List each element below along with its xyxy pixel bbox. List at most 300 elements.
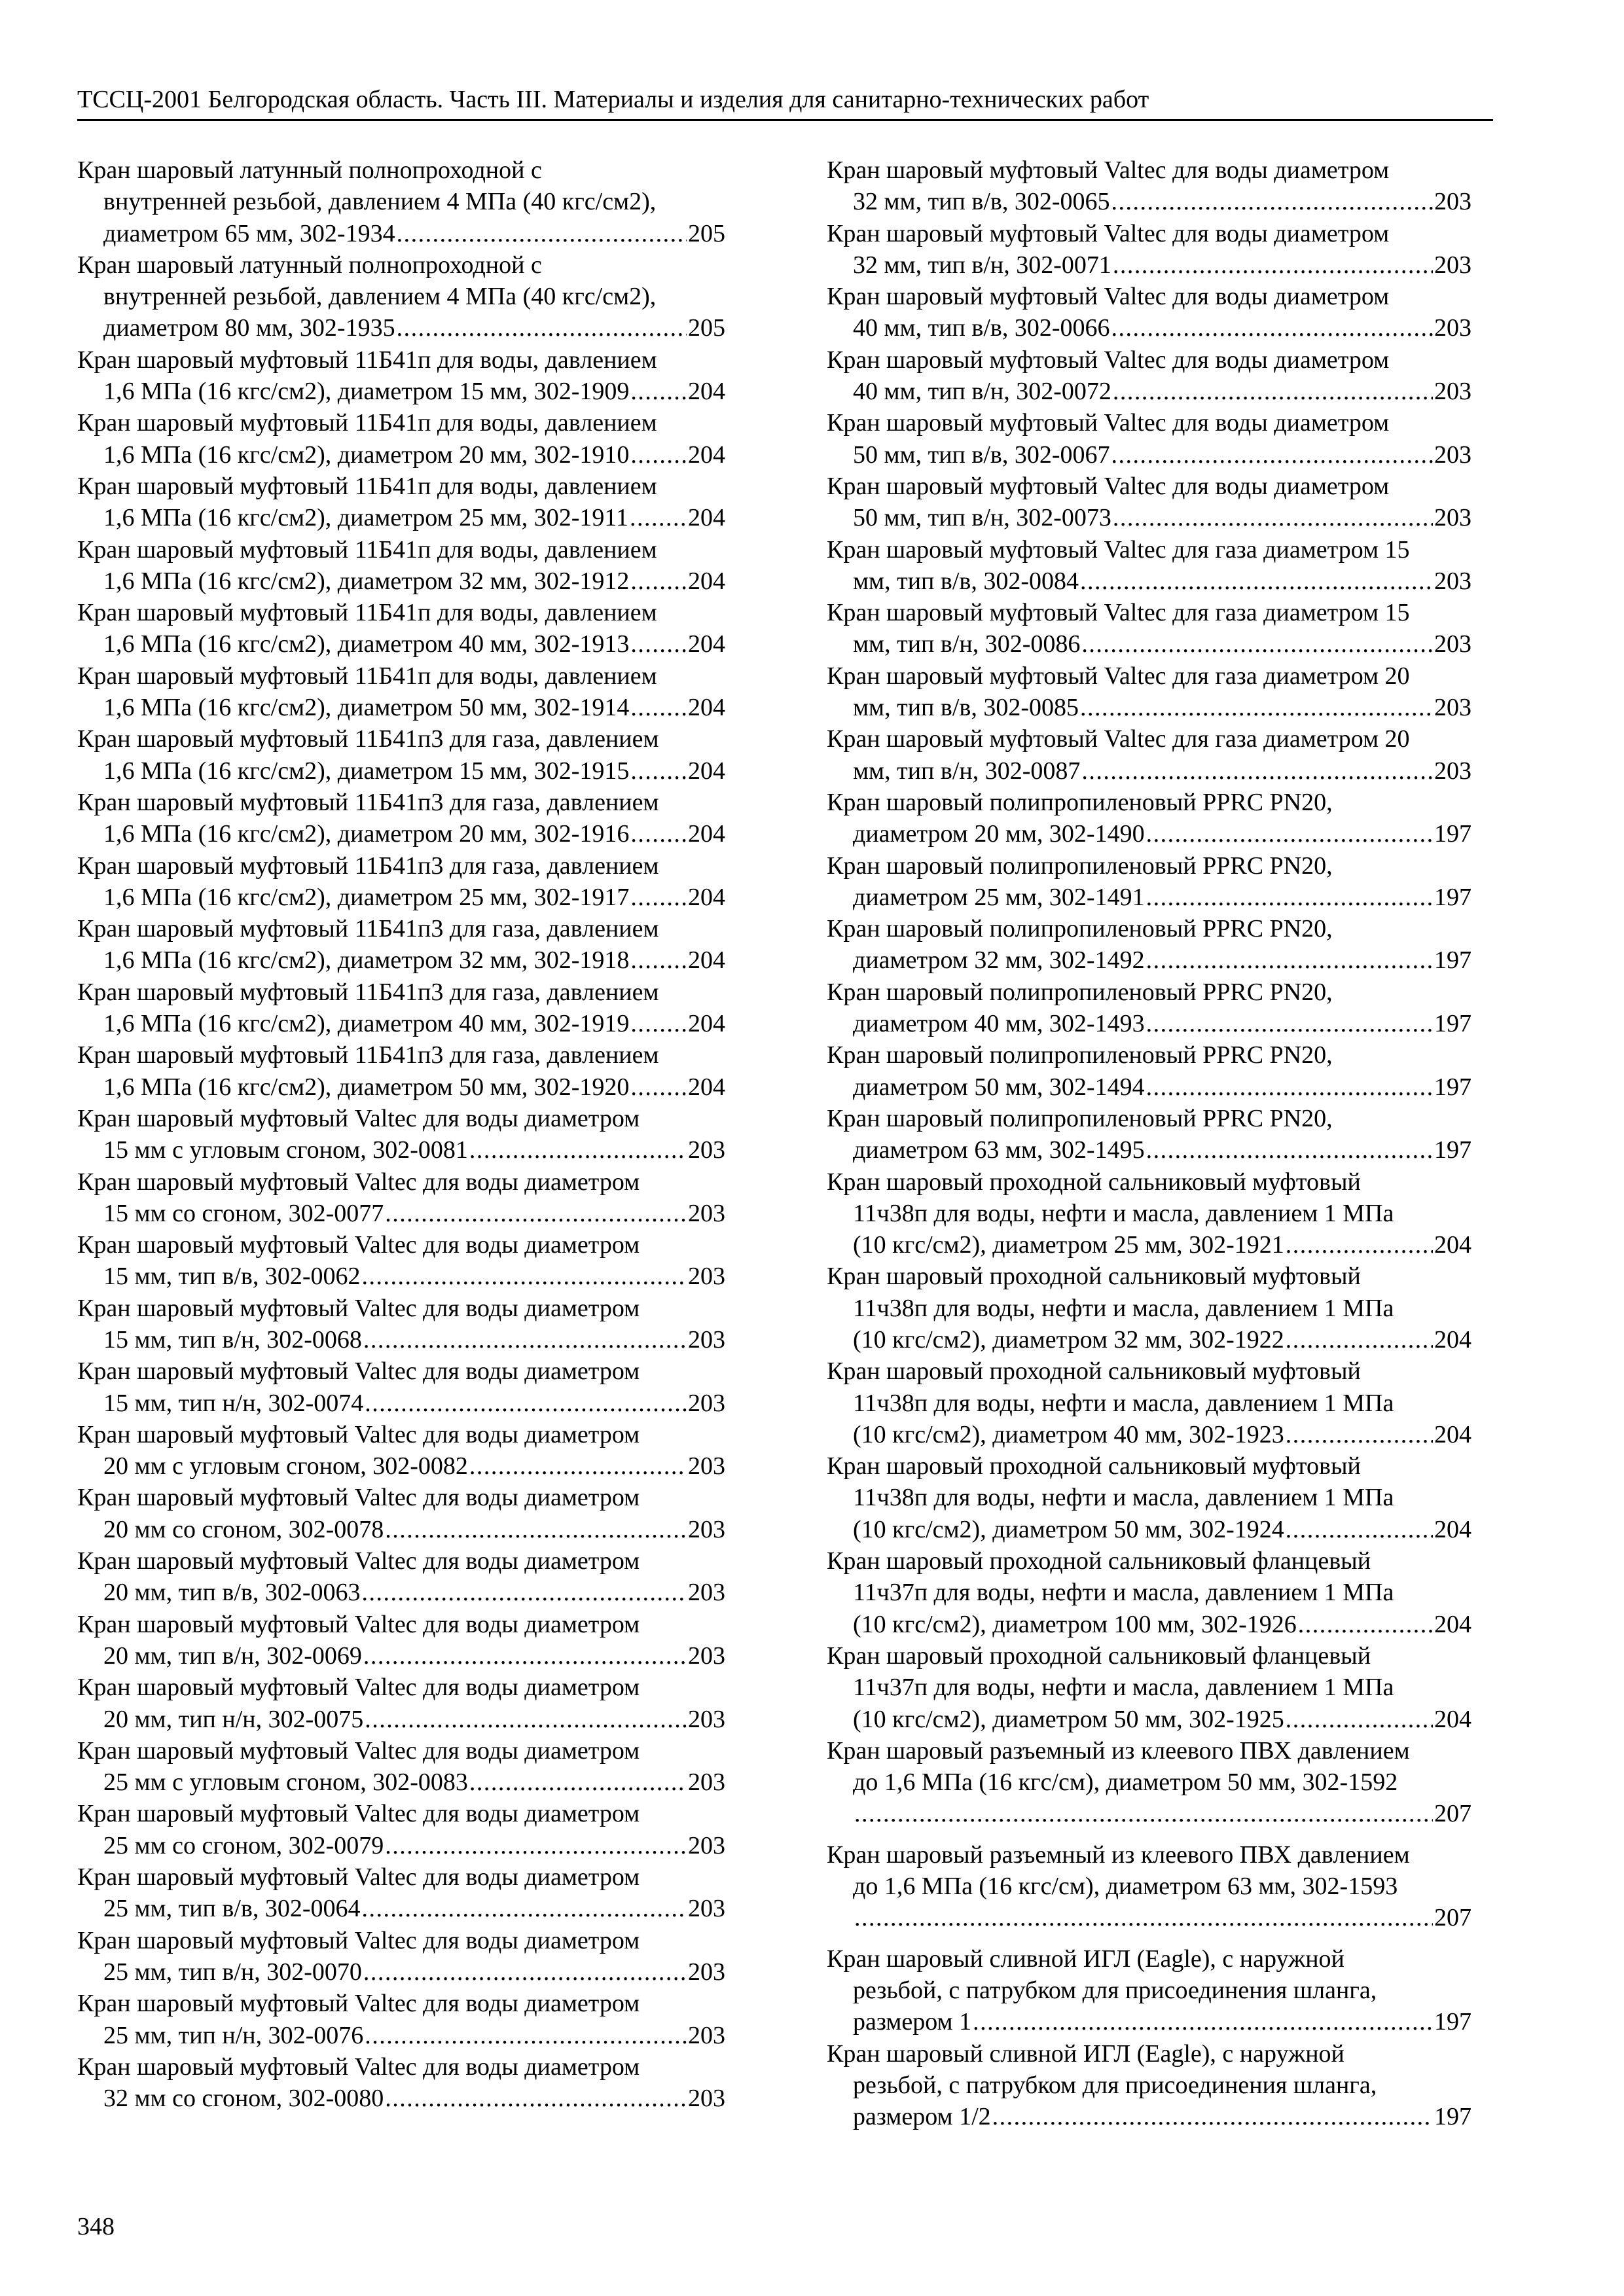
entry-text-line: 1,6 МПа (16 кгс/см2), диаметром 20 мм, 302-1910 [103,440,630,469]
dot-leader [1080,565,1433,597]
entry-leader-line [827,249,1471,281]
page-reference: 197 [1434,883,1471,911]
entry-text-line: 1,6 МПа (16 кгс/см2), диаметром 32 мм, 302-1912 [103,567,630,595]
entry-leader-line [827,1071,1471,1103]
entry-leader-line [77,1324,725,1355]
entry-text-line: Кран шаровый муфтовый 11Б41п3 для газа, давлением [77,852,659,880]
index-entry [77,1103,725,1166]
index-entry [827,850,1471,914]
entry-text-line: до 1,6 МПа (16 кгс/см), диаметром 50 мм, 302-1592 [853,1768,1398,1797]
entry-leader-line [77,1704,725,1735]
index-entry [77,2051,725,2115]
entry-leader-line [77,1450,725,1482]
entry-text-line: диаметром 32 мм, 302-1492 [853,946,1145,975]
entry-text-line: мм, тип в/н, 302-0086 [853,630,1081,658]
entry-text-line: 32 мм со сгоном, 302-0080 [103,2085,384,2113]
entry-text-line: 25 мм, тип в/н, 302-0070 [103,1958,362,1986]
entry-text-line: 1,6 МПа (16 кгс/см2), диаметром 25 мм, 302-1911 [103,504,628,532]
page-reference: 203 [688,1768,725,1797]
page-reference: 204 [688,378,725,406]
dot-leader [1113,376,1433,407]
page-reference: 197 [1434,820,1471,848]
index-entry [77,1482,725,1545]
page-reference: 204 [688,757,725,785]
index-entry [827,1943,1471,2038]
page-reference: 203 [688,2085,725,2113]
entry-text-line: 1,6 МПа (16 кгс/см2), диаметром 32 мм, 302-1918 [103,946,630,975]
entry-text-line: Кран шаровый муфтовый Valtec для газа диаметром 15 [827,599,1410,627]
entry-text-line: Кран шаровый проходной сальниковый муфтовый [827,1357,1361,1386]
entry-text-line: Кран шаровый муфтовый Valtec для воды диаметром [77,1357,640,1386]
page-reference: 204 [688,1010,725,1038]
index-entry [77,1293,725,1356]
entry-leader-line [77,1071,725,1103]
page-reference: 203 [1434,251,1471,279]
entry-text-line: Кран шаровый муфтовый Valtec для воды диаметром [77,1484,640,1512]
entry-leader-line [827,376,1471,407]
entry-leader-line [77,1893,725,1924]
dot-leader [630,565,687,597]
dot-leader [385,2083,687,2114]
dot-leader [1146,818,1433,850]
dot-leader [630,818,687,850]
entry-text-line: диаметром 50 мм, 302-1494 [853,1073,1145,1101]
entry-leader-line [77,1830,725,1861]
dot-leader [385,1514,687,1545]
dot-leader [630,376,687,407]
entry-text-line: Кран шаровый муфтовый Valtec для воды диаметром [77,1168,640,1196]
dot-leader [1146,944,1433,976]
page-reference: 204 [1434,1325,1471,1354]
index-entry [827,1261,1471,1355]
entry-text-line: 20 мм, тип н/н, 302-0075 [103,1705,364,1733]
entry-leader-line [827,818,1471,850]
index-column-left [77,154,725,2114]
entry-text-line: Кран шаровый муфтовый 11Б41п для воды, давлением [77,535,657,564]
dot-leader [973,2006,1433,2037]
entry-text-line: Кран шаровый муфтовый 11Б41п для воды, давлением [77,409,657,437]
dot-leader [397,312,687,344]
index-entry [77,1419,725,1482]
entry-text-line: 11ч37п для воды, нефти и масла, давлением 1 МПа [853,1674,1394,1702]
index-entry [77,249,725,344]
page-reference: 197 [1434,946,1471,975]
dot-leader [1146,1008,1433,1039]
dot-leader [630,1071,687,1103]
entry-text-line: Кран шаровый муфтовый 11Б41п для воды, давлением [77,662,657,690]
entry-text-line: Кран шаровый муфтовый 11Б41п3 для газа, давлением [77,788,659,816]
dot-leader [1081,628,1433,660]
page-reference: 204 [688,883,725,911]
index-column-right [827,154,1471,2132]
entry-leader-line [827,186,1471,217]
index-entry [77,471,725,534]
entry-text-line: Кран шаровый муфтовый 11Б41п для воды, давлением [77,599,657,627]
page-reference: 203 [688,1263,725,1291]
page-reference: 204 [1434,1705,1471,1733]
entry-leader-line [77,628,725,660]
entry-leader-line [827,1902,1471,1933]
entry-leader-line [77,1008,725,1039]
dot-leader [361,1893,687,1924]
entry-leader-line [77,2083,725,2114]
entry-text-line: Кран шаровый проходной сальниковый муфтовый [827,1452,1361,1480]
entry-leader-line [827,1798,1471,1829]
page-reference: 204 [688,820,725,848]
index-entry [77,1861,725,1925]
dot-leader [469,1767,687,1798]
page-reference: 204 [1434,1420,1471,1448]
page-reference: 203 [688,1199,725,1227]
page-reference: 205 [688,219,725,247]
index-entry [77,660,725,724]
entry-leader-line [827,502,1471,533]
dot-leader [1080,692,1433,723]
page-reference: 203 [688,1515,725,1543]
index-entry [827,154,1471,218]
entry-text-line: Кран шаровый муфтовый Valtec для газа диаметром 15 [827,535,1410,564]
page-reference: 204 [688,504,725,532]
page-reference: 204 [1434,1610,1471,1638]
entry-text-line: 1,6 МПа (16 кгс/см2), диаметром 25 мм, 302-1917 [103,883,630,911]
index-entry [77,1355,725,1419]
entry-text-line: диаметром 65 мм, 302-1934 [103,219,395,247]
entry-leader-line [77,439,725,471]
entry-text-line: 11ч37п для воды, нефти и масла, давлением 1 МПа [853,1579,1394,1607]
entry-text-line: 11ч38п для воды, нефти и масла, давлением 1 МПа [853,1389,1394,1417]
entry-text-line: (10 кгс/см2), диаметром 50 мм, 302-1924 [853,1515,1284,1543]
dot-leader [365,2020,687,2051]
dot-leader [1146,882,1433,913]
running-header: ТССЦ-2001 Белгородская область. Часть III. Материалы и изделия для санитарно-технических работ [77,84,1493,121]
entry-leader-line [77,882,725,913]
index-entry [77,1798,725,1861]
dot-leader [385,1830,687,1861]
entry-text-line: 20 мм с угловым сгоном, 302-0082 [103,1452,468,1480]
entry-text-line: Кран шаровый муфтовый Valtec для воды диаметром [77,1863,640,1892]
page-reference: 203 [688,1136,725,1164]
index-entry [827,1839,1471,1934]
page-reference: 203 [1434,694,1471,722]
entry-text-line: 25 мм, тип н/н, 302-0076 [103,2021,364,2049]
entry-leader-line [827,1229,1471,1261]
dot-leader [1111,439,1433,471]
entry-text-line: 25 мм со сгоном, 302-0079 [103,1831,384,1859]
entry-text-line: (10 кгс/см2), диаметром 50 мм, 302-1925 [853,1705,1284,1733]
entry-leader-line [77,1577,725,1608]
entry-text-line: 15 мм со сгоном, 302-0077 [103,1199,384,1227]
entry-leader-line [827,565,1471,597]
dot-leader [365,1388,687,1419]
page-reference: 204 [688,694,725,722]
entry-text-line: Кран шаровый полипропиленовый PPRC PN20, [827,852,1333,880]
entry-leader-line [827,1324,1471,1355]
dot-leader [1111,312,1433,344]
page-reference: 203 [1434,188,1471,216]
entry-text-line: 1,6 МПа (16 кгс/см2), диаметром 50 мм, 302-1914 [103,694,630,722]
entry-leader-line [77,1956,725,1988]
entry-text-line: 11ч38п для воды, нефти и масла, давлением 1 МПа [853,1199,1394,1227]
entry-text-line: 25 мм, тип в/в, 302-0064 [103,1895,361,1923]
page-reference: 197 [1434,2103,1471,2131]
entry-leader-line [827,882,1471,913]
entry-text-line: внутренней резьбой, давлением 4 МПа (40 кгс/см2), [103,283,657,311]
entry-text-line: Кран шаровый муфтовый Valtec для воды диаметром [77,1990,640,2018]
index-entry [827,597,1471,660]
entry-text-line: до 1,6 МПа (16 кгс/см), диаметром 63 мм, 302-1593 [853,1873,1398,1901]
index-entry [827,660,1471,724]
page-reference: 203 [688,1641,725,1670]
entry-text-line: Кран шаровый муфтовый Valtec для воды диаметром [77,1547,640,1575]
page-reference: 207 [1434,1800,1471,1828]
dot-leader [630,628,687,660]
index-entry [77,787,725,850]
entry-leader-line [827,755,1471,787]
entry-text-line: Кран шаровый разъемный из клеевого ПВХ давлением [827,1736,1410,1765]
index-entry [827,407,1471,471]
entry-text-line: Кран шаровый муфтовый Valtec для воды диаметром [827,409,1390,437]
index-entry [827,1103,1471,1166]
entry-leader-line [827,1134,1471,1166]
page-reference: 204 [688,440,725,469]
entry-text-line: 15 мм, тип в/в, 302-0062 [103,1263,361,1291]
entry-text-line: внутренней резьбой, давлением 4 МПа (40 кгс/см2), [103,188,657,216]
entry-text-line: Кран шаровый латунный полнопроходной с [77,156,542,184]
dot-leader [397,218,687,249]
index-entry [827,1166,1471,1261]
entry-text-line: Кран шаровый разъемный из клеевого ПВХ давлением [827,1840,1410,1869]
entry-text-line: Кран шаровый полипропиленовый PPRC PN20, [827,788,1333,816]
index-entry [77,407,725,471]
page-reference: 203 [1434,757,1471,785]
entry-text-line: Кран шаровый проходной сальниковый муфтовый [827,1168,1361,1196]
page-reference: 204 [688,1073,725,1101]
dot-leader [1286,1704,1433,1735]
entry-text-line: (10 кгс/см2), диаметром 25 мм, 302-1921 [853,1231,1284,1259]
entry-text-line: 40 мм, тип в/в, 302-0066 [853,314,1110,342]
dot-leader [1298,1609,1433,1640]
entry-leader-line [77,1261,725,1292]
entry-text-line: Кран шаровый проходной сальниковый фланцевый [827,1547,1371,1575]
dot-leader [469,1450,687,1482]
entry-leader-line [77,565,725,597]
entry-leader-line [77,944,725,976]
index-entry [77,977,725,1040]
page-reference: 197 [1434,2008,1471,2036]
dot-leader [1146,1071,1433,1103]
entry-text-line: 15 мм, тип в/н, 302-0068 [103,1325,362,1354]
entry-text-line: диаметром 63 мм, 302-1495 [853,1136,1145,1164]
index-entry [77,154,725,249]
entry-text-line: Кран шаровый латунный полнопроходной с [77,251,542,279]
entry-text-line: Кран шаровый муфтовый 11Б41п3 для газа, давлением [77,1041,659,1069]
entry-leader-line [77,1767,725,1798]
entry-text-line: (10 кгс/см2), диаметром 32 мм, 302-1922 [853,1325,1284,1354]
entry-leader-line [827,1514,1471,1545]
entry-text-line: 11ч38п для воды, нефти и масла, давлением 1 МПа [853,1484,1394,1512]
entry-text-line: Кран шаровый сливной ИГЛ (Eagle), с наружной [827,1945,1344,1973]
entry-text-line: диаметром 25 мм, 302-1491 [853,883,1145,911]
dot-leader [1286,1419,1433,1450]
page-reference: 204 [1434,1231,1471,1259]
dot-leader [1081,755,1433,787]
page-reference: 203 [688,1958,725,1986]
index-entry [827,1450,1471,1545]
entry-text-line: диаметром 80 мм, 302-1935 [103,314,395,342]
entry-leader-line [77,1640,725,1672]
entry-text-line: Кран шаровый муфтовый Valtec для воды диаметром [77,1926,640,1954]
page-reference: 203 [688,1705,725,1733]
page-reference: 203 [1434,440,1471,469]
dot-leader [385,1198,687,1229]
index-entry [827,1039,1471,1103]
entry-text-line: 1,6 МПа (16 кгс/см2), диаметром 40 мм, 302-1919 [103,1010,630,1038]
page-reference: 203 [688,1579,725,1607]
index-entry [827,787,1471,850]
entry-leader-line [77,502,725,533]
entry-text-line: 32 мм, тип в/в, 302-0065 [853,188,1110,216]
entry-leader-line [827,1609,1471,1640]
index-entry [827,534,1471,598]
entry-text-line: Кран шаровый муфтовый Valtec для воды диаметром [77,1231,640,1259]
index-entry [77,723,725,787]
index-entry [77,1545,725,1609]
entry-text-line: Кран шаровый муфтовый Valtec для воды диаметром [77,2053,640,2081]
dot-leader [1286,1514,1433,1545]
entry-leader-line [77,312,725,344]
entry-text-line: резьбой, с патрубком для присоединения шланга, [853,2071,1377,2099]
index-entry [77,597,725,660]
entry-text-line: 20 мм, тип в/в, 302-0063 [103,1579,361,1607]
entry-leader-line [77,1514,725,1545]
index-entry [77,344,725,408]
entry-text-line: 11ч38п для воды, нефти и масла, давлением 1 МПа [853,1294,1394,1322]
entry-text-line: (10 кгс/см2), диаметром 40 мм, 302-1923 [853,1420,1284,1448]
entry-text-line: Кран шаровый муфтовый Valtec для воды диаметром [827,283,1390,311]
entry-text-line: диаметром 40 мм, 302-1493 [853,1010,1145,1038]
page-reference: 197 [1434,1010,1471,1038]
page-number: 348 [77,2213,115,2240]
index-entry [827,471,1471,534]
entry-leader-line [827,1008,1471,1039]
entry-text-line: Кран шаровый муфтовый Valtec для воды диаметром [827,219,1390,247]
entry-leader-line [827,2101,1471,2132]
dot-leader [630,882,687,913]
entry-text-line: Кран шаровый проходной сальниковый фланцевый [827,1641,1371,1670]
entry-text-line: Кран шаровый муфтовый Valtec для воды диаметром [77,1674,640,1702]
entry-leader-line [77,376,725,407]
page-reference: 205 [688,314,725,342]
dot-leader [469,1134,687,1166]
entry-leader-line [77,1198,725,1229]
dot-leader [361,1261,687,1292]
page-reference: 203 [1434,630,1471,658]
entry-text-line: Кран шаровый муфтовый Valtec для воды диаметром [77,1736,640,1765]
entry-text-line: Кран шаровый муфтовый Valtec для воды диаметром [77,1294,640,1322]
index-entry [827,977,1471,1040]
entry-text-line: Кран шаровый муфтовый Valtec для воды диаметром [827,156,1390,184]
page-reference: 203 [688,2021,725,2049]
entry-text-line: мм, тип в/в, 302-0085 [853,694,1079,722]
entry-text-line: размером 1 [853,2008,972,2036]
page-reference: 207 [1434,1904,1471,1932]
index-entry [827,1735,1471,1830]
entry-leader-line [827,1419,1471,1450]
entry-text-line: Кран шаровый муфтовый Valtec для воды диаметром [827,472,1390,500]
entry-text-line: резьбой, с патрубком для присоединения шланга, [853,1976,1377,2004]
dot-leader [630,439,687,471]
dot-leader [992,2101,1433,2132]
page-reference: 197 [1434,1136,1471,1164]
entry-text-line: 1,6 МПа (16 кгс/см2), диаметром 15 мм, 302-1909 [103,378,630,406]
entry-text-line: (10 кгс/см2), диаметром 100 мм, 302-1926 [853,1610,1297,1638]
page-reference: 204 [688,946,725,975]
entry-text-line: Кран шаровый муфтовый Valtec для воды диаметром [77,1610,640,1638]
entry-text-line: диаметром 20 мм, 302-1490 [853,820,1145,848]
index-entry [77,1229,725,1293]
entry-text-line: размером 1/2 [853,2103,991,2131]
entry-text-line: Кран шаровый муфтовый 11Б41п3 для газа, давлением [77,725,659,753]
entry-text-line: 15 мм, тип н/н, 302-0074 [103,1389,364,1417]
entry-text-line: Кран шаровый муфтовый 11Б41п3 для газа, давлением [77,915,659,943]
index-entry [827,723,1471,787]
index-entry [77,1925,725,1988]
entry-text-line: 1,6 МПа (16 кгс/см2), диаметром 15 мм, 302-1915 [103,757,630,785]
dot-leader [854,1902,1433,1933]
index-entry [77,850,725,914]
entry-leader-line [827,439,1471,471]
entry-text-line: Кран шаровый полипропиленовый PPRC PN20, [827,1104,1333,1132]
page-reference: 203 [688,1452,725,1480]
page-reference: 203 [1434,567,1471,595]
entry-text-line: Кран шаровый полипропиленовый PPRC PN20, [827,1041,1333,1069]
entry-text-line: 25 мм с угловым сгоном, 302-0083 [103,1768,468,1797]
index-entry [827,1640,1471,1735]
index-entry [827,1545,1471,1640]
index-entry [827,281,1471,344]
page-reference: 204 [1434,1515,1471,1543]
entry-text-line: 15 мм с угловым сгоном, 302-0081 [103,1136,468,1164]
entry-leader-line [77,1388,725,1419]
entry-text-line: Кран шаровый муфтовый Valtec для воды диаметром [77,1104,640,1132]
dot-leader [630,755,687,787]
entry-text-line: Кран шаровый муфтовый Valtec для газа диаметром 20 [827,725,1410,753]
entry-leader-line [77,2020,725,2051]
dot-leader [630,692,687,723]
index-entry [827,218,1471,281]
dot-leader [1111,186,1433,217]
entry-leader-line [77,218,725,249]
entry-text-line: мм, тип в/н, 302-0087 [853,757,1081,785]
page-reference: 203 [688,1389,725,1417]
page-reference: 203 [688,1831,725,1859]
entry-leader-line [827,1704,1471,1735]
entry-text-line: Кран шаровый муфтовый Valtec для воды диаметром [827,346,1390,374]
dot-leader [1286,1324,1433,1355]
entry-leader-line [77,1134,725,1166]
index-entry [77,1672,725,1735]
entry-text-line: Кран шаровый муфтовый 11Б41п для воды, давлением [77,472,657,500]
entry-text-line: 1,6 МПа (16 кгс/см2), диаметром 20 мм, 302-1916 [103,820,630,848]
index-entry [827,913,1471,977]
entry-leader-line [827,628,1471,660]
dot-leader [363,1324,687,1355]
index-entry [827,344,1471,408]
entry-text-line: 40 мм, тип в/н, 302-0072 [853,378,1111,406]
page-reference: 203 [688,1325,725,1354]
entry-leader-line [827,692,1471,723]
entry-text-line: Кран шаровый муфтовый Valtec для воды диаметром [77,1420,640,1448]
